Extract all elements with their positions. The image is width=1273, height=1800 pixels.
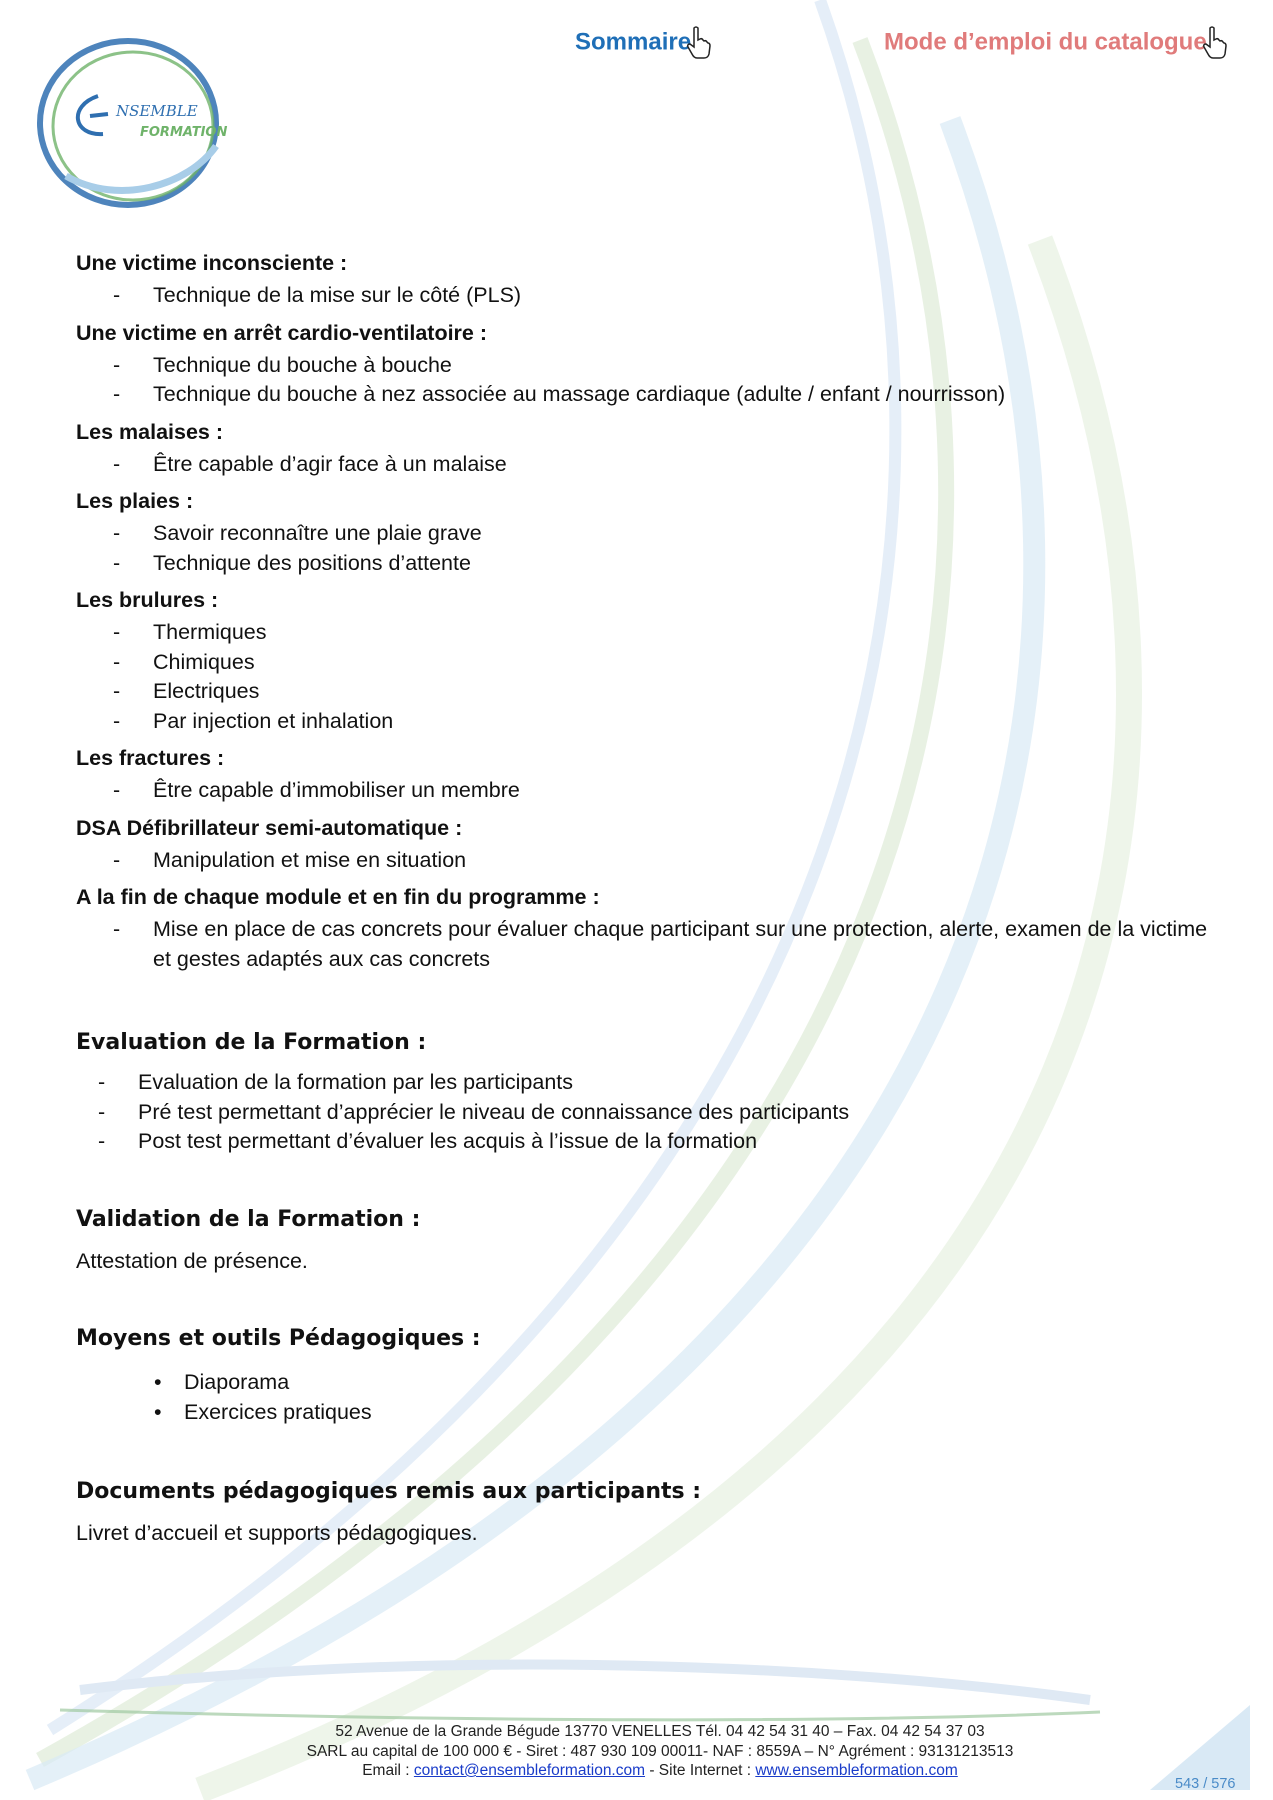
module-item: - Electriques [113,679,260,703]
module-title: Une victime inconsciente : [76,251,348,275]
module-item: - Par injection et inhalation [113,708,394,733]
module-title: Les plaies : [76,489,194,513]
website-link[interactable]: www.ensembleformation.com [755,1762,958,1779]
evaluation-item: - Evaluation de la formation par les participants [98,1070,574,1094]
modules-list [76,248,1226,974]
module-title: Les malaises : [76,419,224,444]
module-item: - Thermiques [113,620,267,644]
module-item: - Être capable d’immobiliser un membre [113,778,520,802]
module-item: - Chimiques [113,649,255,674]
module-group [76,585,1226,736]
documents-section [76,1477,1226,1549]
svg-text:FORMATION: FORMATION [140,125,228,140]
module-group [76,318,1226,410]
moyens-section [76,1324,1226,1427]
module-item: - Être capable d’agir face à un malaise [113,451,507,476]
pointer-hand-icon [687,26,711,60]
evaluation-item: - Pré test permettant d’apprécier le niveau de connaissance des participants [98,1099,850,1124]
module-item: - Technique du bouche à nez associée au massage cardiaque (adulte / enfant / nourrisson) [113,382,1006,406]
moyens-item: • Diaporama [154,1370,290,1394]
evaluation-section [76,1028,1226,1157]
module-group [76,248,1226,311]
module-item: - Technique des positions d’attente [113,550,471,575]
sommaire-label: Sommaire [575,28,692,56]
module-title: Une victime en arrêt cardio-ventilatoire : [76,320,488,345]
svg-text:NSEMBLE: NSEMBLE [116,102,198,120]
module-item: - Manipulation et mise en situation [113,847,467,872]
module-group [76,417,1226,480]
program-content [76,248,1226,1549]
validation-section [76,1205,1226,1277]
page-footer [200,1722,1120,1781]
validation-title: Validation de la Formation : [76,1206,421,1232]
module-item: - Technique de la mise sur le côté (PLS) [113,283,522,307]
module-item: - Mise en place de cas concrets pour évaluer chaque participant sur une protection, alerte, examen de la victime et gestes adaptés aux cas concrets [113,917,1208,971]
moyens-item: • Exercices pratiques [154,1399,372,1424]
module-item: - Savoir reconnaître une plaie grave [113,521,482,545]
ensemble-formation-logo [28,26,233,216]
evaluation-title: Evaluation de la Formation : [76,1030,427,1055]
footer-address: 52 Avenue de la Grande Bégude 13770 VENELLES Tél. 04 42 54 31 40 – Fax. 04 42 54 37 03 [335,1723,985,1740]
email-link[interactable]: contact@ensembleformation.com [413,1762,646,1779]
module-group [76,486,1226,578]
mode-emploi-link[interactable] [884,26,1227,60]
page-number: 543 / 576 [1175,1776,1236,1792]
module-title: DSA Défibrillateur semi-automatique : [76,815,463,840]
documents-text: Livret d’accueil et supports pédagogiques. [76,1521,478,1545]
sommaire-link[interactable] [575,26,711,60]
mode-emploi-label: Mode d’emploi du catalogue [884,28,1207,56]
validation-text: Attestation de présence. [76,1248,308,1273]
module-title: A la fin de chaque module et en fin du programme : [76,885,600,909]
footer-contact: Email : contact@ensembleformation.com - Site Internet : www.ensembleformation.com [362,1762,958,1779]
module-title: Les brulures : [76,588,219,612]
module-group [76,743,1226,806]
module-item: - Technique du bouche à bouche [113,352,452,377]
moyens-title: Moyens et outils Pédagogiques : [76,1326,481,1351]
documents-title: Documents pédagogiques remis aux participants : [76,1479,702,1504]
module-group [76,813,1226,876]
evaluation-item: - Post test permettant d’évaluer les acquis à l’issue de la formation [98,1129,758,1153]
pointer-hand-icon [1203,26,1227,60]
module-group [76,882,1226,974]
footer-legal: SARL au capital de 100 000 € - Siret : 487 930 109 00011- NAF : 8559A – N° Agrément : 93131213513 [306,1742,1014,1760]
module-title: Les fractures : [76,746,225,770]
